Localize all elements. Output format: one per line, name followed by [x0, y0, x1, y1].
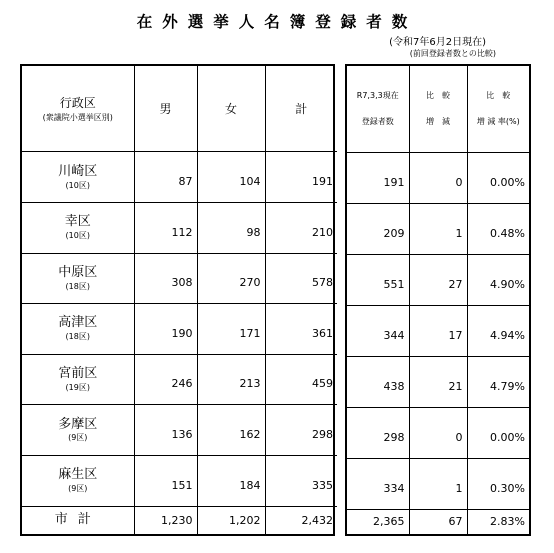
diff-count: 27	[409, 254, 467, 305]
diff-count: 0	[409, 407, 467, 458]
header-ward: 行政区 (衆議院小選挙区別)	[22, 66, 134, 152]
table-row	[22, 354, 337, 405]
table-row	[22, 455, 337, 506]
ward-cell	[22, 304, 134, 355]
ward-name: 麻生区	[58, 467, 98, 483]
female-count: 98	[197, 202, 265, 253]
header-diff: 比 較 増 減	[409, 66, 467, 152]
date-note: (令和7年6月2日現在)	[389, 37, 486, 48]
header-male: 男	[134, 66, 197, 152]
ward-district: (9区)	[68, 484, 88, 494]
ward-district: (10区)	[65, 180, 90, 190]
male-count: 112	[134, 202, 197, 253]
rate-value: 0.00%	[467, 152, 529, 203]
header-rate: 比 較 増 減 率(%)	[467, 66, 529, 152]
rate-value: 0.00%	[467, 407, 529, 458]
table-row	[347, 254, 529, 305]
female-count: 162	[197, 405, 265, 456]
ward-cell	[22, 253, 134, 304]
total-female: 1,202	[197, 506, 265, 534]
ward-cell	[22, 202, 134, 253]
prev-count: 551	[347, 254, 409, 305]
total-row	[22, 506, 337, 534]
table-row	[22, 405, 337, 456]
female-count: 270	[197, 253, 265, 304]
ward-district: (18区)	[65, 281, 90, 291]
total-male: 1,230	[134, 506, 197, 534]
female-count: 184	[197, 455, 265, 506]
diff-count: 21	[409, 356, 467, 407]
ward-district: (18区)	[65, 332, 90, 342]
prev-count: 344	[347, 305, 409, 356]
ward-cell	[22, 152, 134, 203]
diff-count: 1	[409, 203, 467, 254]
total-diff: 67	[409, 509, 467, 534]
table-row	[22, 253, 337, 304]
prev-count: 191	[347, 152, 409, 203]
diff-count: 1	[409, 458, 467, 509]
ward-cell	[22, 455, 134, 506]
rate-value: 4.94%	[467, 305, 529, 356]
rate-value: 0.48%	[467, 203, 529, 254]
diff-count: 0	[409, 152, 467, 203]
rate-value: 0.30%	[467, 458, 529, 509]
comparison-header-row	[347, 66, 529, 152]
comparison-table	[345, 64, 531, 536]
ward-cell	[22, 354, 134, 405]
table-row	[22, 152, 337, 203]
female-count: 171	[197, 304, 265, 355]
table-row	[347, 305, 529, 356]
total-count: 459	[265, 354, 337, 405]
total-prev: 2,365	[347, 509, 409, 534]
page-title: 在外選挙人名簿登録者数	[136, 13, 418, 31]
ward-district: (19区)	[65, 382, 90, 392]
registrants-table	[20, 64, 335, 536]
male-count: 87	[134, 152, 197, 203]
total-count: 298	[265, 405, 337, 456]
table-row	[347, 152, 529, 203]
rate-value: 4.90%	[467, 254, 529, 305]
total-total: 2,432	[265, 506, 337, 534]
male-count: 308	[134, 253, 197, 304]
total-count: 361	[265, 304, 337, 355]
female-count: 213	[197, 354, 265, 405]
male-count: 136	[134, 405, 197, 456]
prev-count: 334	[347, 458, 409, 509]
table-row	[347, 458, 529, 509]
ward-name: 宮前区	[58, 365, 98, 381]
prev-count: 209	[347, 203, 409, 254]
comparison-note: (前回登録者数との比較)	[409, 49, 496, 58]
ward-name: 中原区	[58, 264, 98, 280]
total-label: 市計	[22, 506, 134, 534]
table-row	[22, 304, 337, 355]
table-row	[347, 356, 529, 407]
total-count: 578	[265, 253, 337, 304]
ward-name: 多摩区	[58, 416, 98, 432]
header-total: 計	[265, 66, 337, 152]
prev-count: 298	[347, 407, 409, 458]
ward-district: (9区)	[68, 433, 88, 443]
header-female: 女	[197, 66, 265, 152]
header-row	[22, 66, 337, 152]
table-row	[347, 203, 529, 254]
ward-cell	[22, 405, 134, 456]
table-row	[22, 202, 337, 253]
ward-name: 川崎区	[58, 163, 98, 179]
male-count: 246	[134, 354, 197, 405]
ward-district: (10区)	[65, 231, 90, 241]
diff-count: 17	[409, 305, 467, 356]
table-row	[347, 407, 529, 458]
prev-count: 438	[347, 356, 409, 407]
male-count: 151	[134, 455, 197, 506]
header-prev: R7,3,3現在 登録者数	[347, 66, 409, 152]
male-count: 190	[134, 304, 197, 355]
ward-name: 幸区	[64, 214, 91, 230]
rate-value: 4.79%	[467, 356, 529, 407]
total-count: 191	[265, 152, 337, 203]
total-rate: 2.83%	[467, 509, 529, 534]
total-count: 210	[265, 202, 337, 253]
female-count: 104	[197, 152, 265, 203]
total-count: 335	[265, 455, 337, 506]
comparison-total-row	[347, 509, 529, 534]
ward-name: 高津区	[58, 315, 98, 331]
